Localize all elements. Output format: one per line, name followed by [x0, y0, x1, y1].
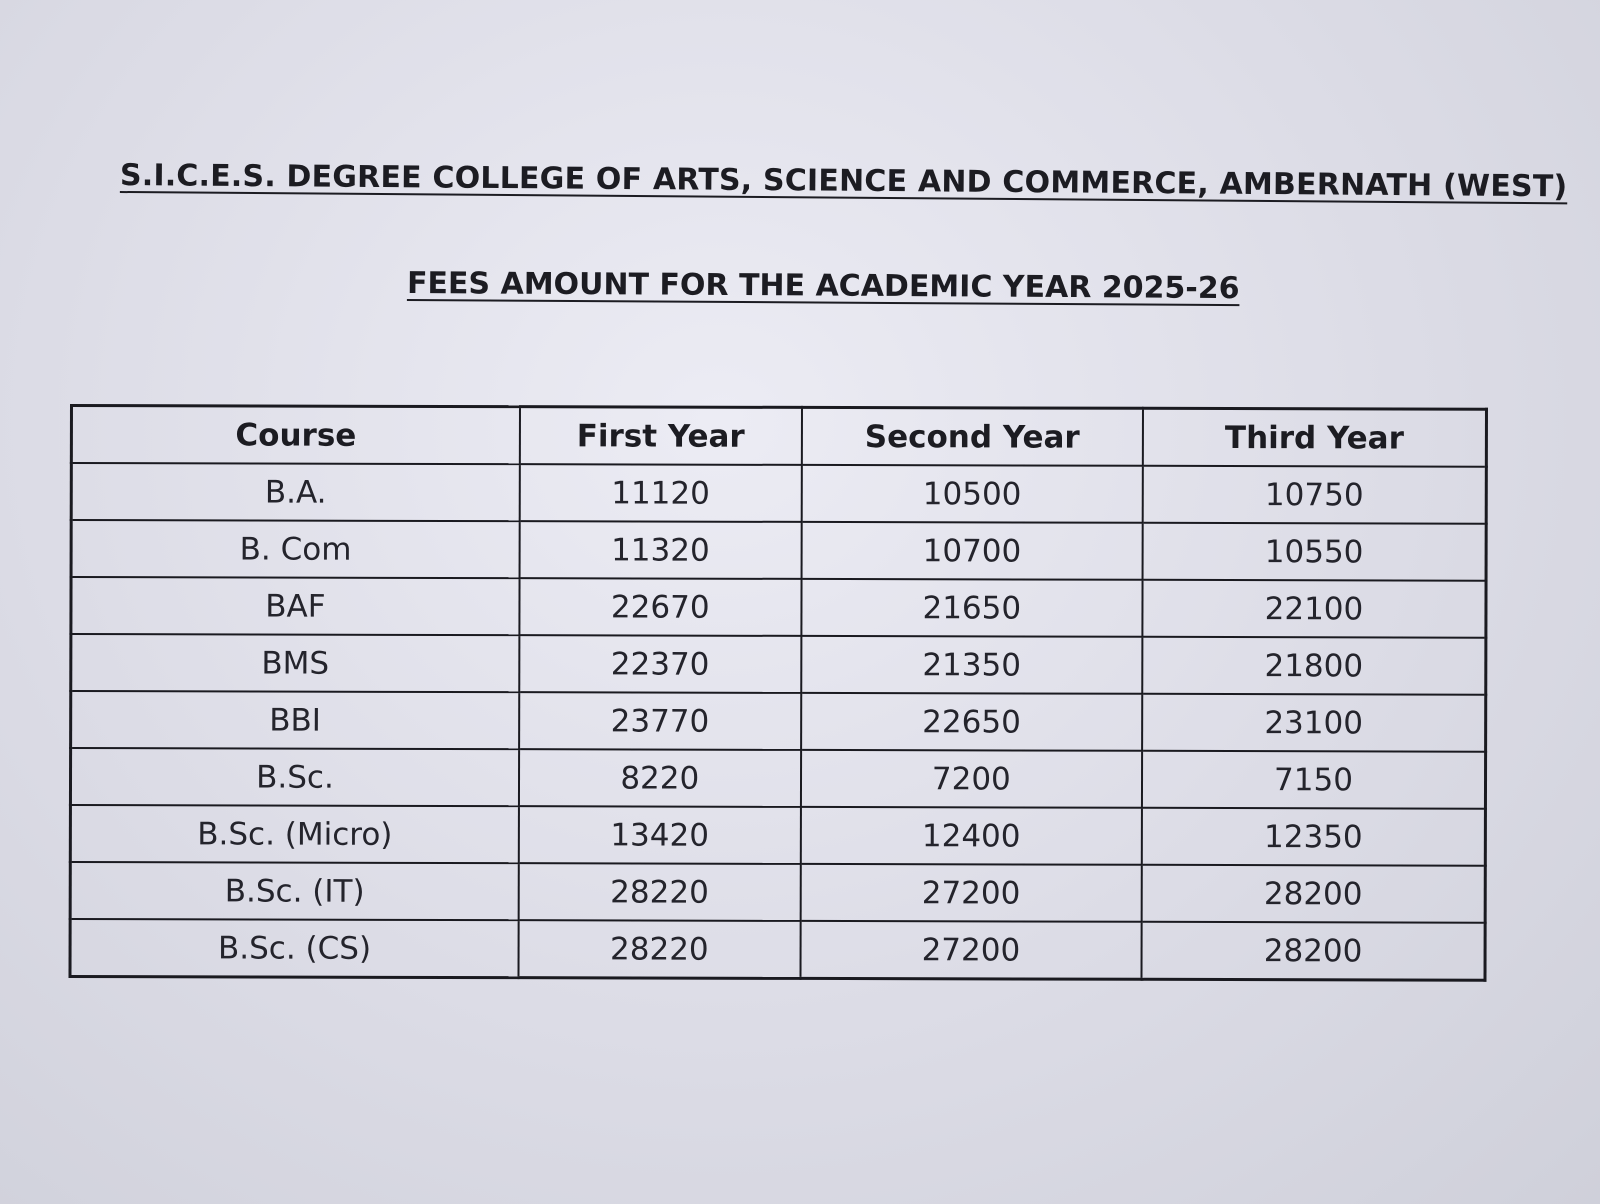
third-year-cell: 23100 — [1142, 694, 1486, 752]
table-row — [71, 691, 1486, 752]
course-cell: B.Sc. — [70, 748, 519, 806]
second-year-cell: 27200 — [800, 864, 1141, 922]
second-year-cell: 12400 — [800, 807, 1141, 865]
course-cell: BAF — [71, 577, 520, 635]
third-year-cell: 21800 — [1142, 637, 1486, 695]
second-year-cell: 10700 — [801, 522, 1142, 580]
header-first-year: First Year — [520, 407, 802, 465]
course-cell: B.Sc. (IT) — [70, 862, 519, 920]
second-year-cell: 7200 — [801, 750, 1142, 808]
third-year-cell: 22100 — [1142, 580, 1486, 638]
second-year-cell: 21650 — [801, 579, 1142, 637]
fees-table — [68, 404, 1487, 982]
header-third-year: Third Year — [1143, 408, 1487, 466]
fees-heading: FEES AMOUNT FOR THE ACADEMIC YEAR 2025-26 — [406, 266, 1240, 307]
third-year-cell: 10750 — [1143, 466, 1487, 524]
table-row — [71, 520, 1486, 581]
course-cell: B.A. — [71, 463, 520, 521]
header-course: Course — [71, 406, 520, 465]
third-year-cell: 28200 — [1142, 922, 1486, 980]
table-row — [70, 919, 1485, 980]
table-header-row — [71, 406, 1486, 467]
first-year-cell: 22370 — [519, 635, 801, 693]
header-second-year: Second Year — [802, 407, 1143, 465]
first-year-cell: 28220 — [518, 920, 800, 978]
course-cell: BBI — [71, 691, 520, 749]
table-row — [71, 577, 1486, 638]
second-year-cell: 27200 — [800, 921, 1141, 979]
second-year-cell: 10500 — [801, 465, 1142, 523]
first-year-cell: 8220 — [519, 749, 801, 807]
third-year-cell: 7150 — [1142, 751, 1486, 809]
third-year-cell: 12350 — [1142, 808, 1486, 866]
table-row — [71, 634, 1486, 695]
course-cell: BMS — [71, 634, 520, 692]
first-year-cell: 23770 — [519, 692, 801, 750]
table-row — [70, 748, 1485, 809]
second-year-cell: 21350 — [801, 636, 1142, 694]
first-year-cell: 22670 — [519, 578, 801, 636]
first-year-cell: 13420 — [519, 806, 801, 864]
course-cell: B.Sc. (Micro) — [70, 805, 519, 863]
second-year-cell: 22650 — [801, 693, 1142, 751]
college-title: S.I.C.E.S. DEGREE COLLEGE OF ARTS, SCIENCE AND COMMERCE, AMBERNATH (WEST) — [119, 158, 1568, 205]
course-cell: B.Sc. (CS) — [70, 919, 519, 978]
first-year-cell: 28220 — [519, 863, 801, 921]
table-row — [71, 463, 1486, 524]
first-year-cell: 11320 — [519, 521, 801, 579]
table-row — [70, 862, 1485, 923]
first-year-cell: 11120 — [520, 464, 802, 522]
third-year-cell: 28200 — [1142, 865, 1486, 923]
table-row — [70, 805, 1485, 866]
course-cell: B. Com — [71, 520, 520, 578]
third-year-cell: 10550 — [1143, 523, 1487, 581]
